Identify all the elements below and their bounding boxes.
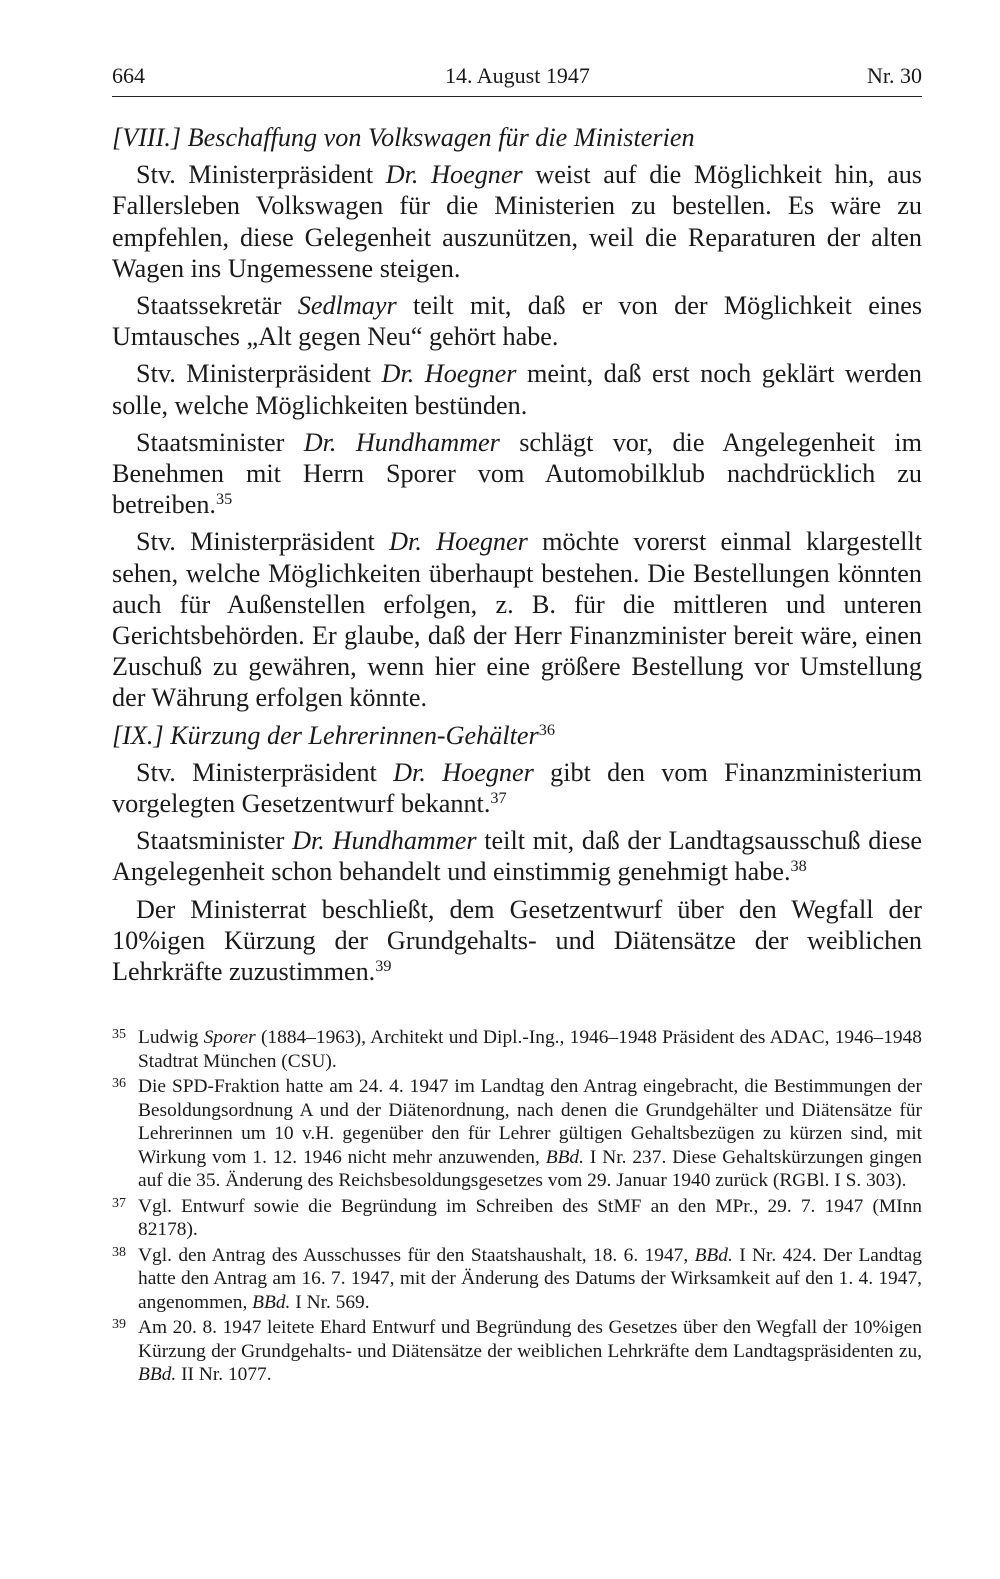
footnote-ref: 36 bbox=[538, 720, 555, 739]
speaker-name: Dr. Hundhammer bbox=[303, 427, 500, 457]
section-heading bbox=[112, 122, 922, 153]
page-number: 664 bbox=[112, 63, 145, 88]
paragraph-text: weist auf die Möglichkeit hin, aus Fallersleben Volkswagen für die Ministerien zu bestellen. Es wäre zu empfehlen, diese Gelegenheit auszunützen, weil die Reparaturen der alten Wagen ins Ungemessene steigen. bbox=[112, 160, 922, 283]
speaker-role: Staatssekretär bbox=[136, 291, 282, 321]
footnote-number: 35 bbox=[112, 1027, 126, 1042]
footnote bbox=[112, 1026, 922, 1073]
paragraph bbox=[112, 526, 922, 713]
speaker-role: Stv. Ministerpräsident bbox=[136, 527, 375, 557]
paragraph bbox=[112, 825, 922, 887]
speaker-role: Stv. Ministerpräsident bbox=[136, 359, 372, 389]
section-title: Kürzung der Lehrerinnen-Gehälter bbox=[170, 720, 539, 750]
header-issue: Nr. 30 bbox=[867, 63, 922, 88]
section-number: [IX.] bbox=[112, 720, 164, 750]
speaker-name: Sedlmayr bbox=[297, 291, 397, 321]
paragraph bbox=[112, 757, 922, 819]
speaker-role: Staatsminister bbox=[136, 826, 285, 856]
footnote-number: 38 bbox=[112, 1244, 126, 1260]
footnote-ref: 39 bbox=[375, 957, 392, 976]
speaker-role: Stv. Ministerpräsident bbox=[136, 757, 377, 787]
footnote-number: 39 bbox=[112, 1317, 126, 1332]
speaker-role: Stv. Ministerpräsident bbox=[136, 160, 374, 190]
body-text bbox=[112, 122, 922, 993]
speaker-name: Dr. Hoegner bbox=[389, 527, 528, 557]
speaker-name: Dr. Hundhammer bbox=[292, 826, 477, 856]
footnote-text: Vgl. Entwurf sowie die Begründung im Schreiben des StMF an den MPr., 29. 7. 1947 (MInn 82178). bbox=[138, 1195, 922, 1240]
paragraph bbox=[112, 894, 922, 988]
speaker-name: Dr. Hoegner bbox=[381, 359, 517, 389]
footnote-number: 37 bbox=[112, 1195, 126, 1211]
speaker-name: Dr. Hoegner bbox=[385, 160, 523, 190]
paragraph-text: meint, daß erst noch geklärt werden solle, welche Möglichkeiten bestünden. bbox=[112, 359, 922, 420]
footnote bbox=[112, 1075, 922, 1193]
footnote-text: Die SPD-Fraktion hatte am 24. 4. 1947 im Landtag den Antrag eingebracht, die Bestimmungen der Besoldungsordnung A und der Diätenordnung, nach denen die Grundgehälter und Diätensätze für Lehrerinnen um 10 v.H. gegenüber den für Lehrer gültigen Gehaltsbezügen zu kürzen sind, mit Wirkung vom 1. 12. 1946 nicht mehr anzuwenden, BBd. I Nr. 237. Diese Gehaltskürzungen gingen auf die 35. Änderung des Reichsbesoldungsgesetzes vom 29. Januar 1940 zurück (RGBl. I S. 303). bbox=[138, 1076, 922, 1191]
footnote-number: 36 bbox=[112, 1076, 126, 1091]
footnote-text: Vgl. den Antrag des Ausschusses für den Staatshaushalt, 18. 6. 1947, BBd. I Nr. 424. Der Landtag hatte den Antrag am 16. 7. 1947, mit der Änderung des Datums der Wirksamkeit auf den 1. 4. 1947, angenommen, BBd. I Nr. 569. bbox=[138, 1244, 922, 1313]
footnote-text: Am 20. 8. 1947 leitete Ehard Entwurf und Begründung des Gesetzes über den Wegfall der 10%igen Kürzung der Grundgehalts- und Diätensätze der weiblichen Lehrkräfte dem Landtagspräsidenten zu, BBd. II Nr. 1077. bbox=[138, 1317, 922, 1385]
footnote-ref: 38 bbox=[790, 857, 807, 876]
section-number: [VIII.] bbox=[112, 123, 182, 152]
paragraph-text: Der Ministerrat beschließt, dem Gesetzentwurf über den Wegfall der 10%igen Kürzung der Grundgehalts- und Diätensätze der weiblichen Lehrkräfte zuzustimmen. bbox=[112, 894, 922, 987]
header-date: 14. August 1947 bbox=[445, 63, 590, 88]
paragraph bbox=[112, 358, 922, 420]
speaker-name: Dr. Hoegner bbox=[393, 757, 534, 787]
footnote bbox=[112, 1244, 922, 1315]
footnote-text: Ludwig Sporer (1884–1963), Architekt und Dipl.-Ing., 1946–1948 Präsident des ADAC, 1946–1948 Stadtrat München (CSU). bbox=[138, 1027, 922, 1072]
speaker-role: Staatsminister bbox=[136, 427, 285, 457]
footnote-ref: 37 bbox=[490, 789, 507, 808]
section-title: Beschaffung von Volkswagen für die Ministerien bbox=[187, 123, 695, 152]
footnotes bbox=[112, 1026, 922, 1389]
paragraph-text: teilt mit, daß der Landtagsausschuß diese Angelegenheit schon behandelt und einstimmig genehmigt habe. bbox=[112, 826, 923, 887]
paragraph-text: gibt den vom Finanzministerium vorgelegten Gesetzentwurf bekannt. bbox=[112, 757, 923, 819]
paragraph-text: möchte vorerst einmal klargestellt sehen, welche Möglichkeiten überhaupt bestehen. Die Bestellungen könnten auch für Außenstellen erfolgen, z. B. für die mittleren und unteren Gerichtsbehörden. Er glaube, daß der Herr Finanzminister bereit wäre, einen Zuschuß zu gewähren, wenn hier eine größere Bestellung vor Umstellung der Währung erfolgen könnte. bbox=[112, 527, 922, 713]
paragraph-text: schlägt vor, die Angelegenheit im Benehmen mit Herrn Sporer vom Automobilklub nachdrücklich zu betreiben. bbox=[112, 427, 923, 520]
section-heading bbox=[112, 720, 922, 751]
paragraph bbox=[112, 159, 922, 284]
paragraph-text: teilt mit, daß er von der Möglichkeit eines Umtausches „Alt gegen Neu“ gehört habe. bbox=[112, 291, 923, 352]
footnote bbox=[112, 1316, 922, 1387]
paragraph bbox=[112, 290, 922, 352]
header-rule bbox=[112, 96, 922, 97]
footnote bbox=[112, 1195, 922, 1242]
footnote-ref: 35 bbox=[215, 490, 233, 509]
paragraph bbox=[112, 427, 922, 521]
